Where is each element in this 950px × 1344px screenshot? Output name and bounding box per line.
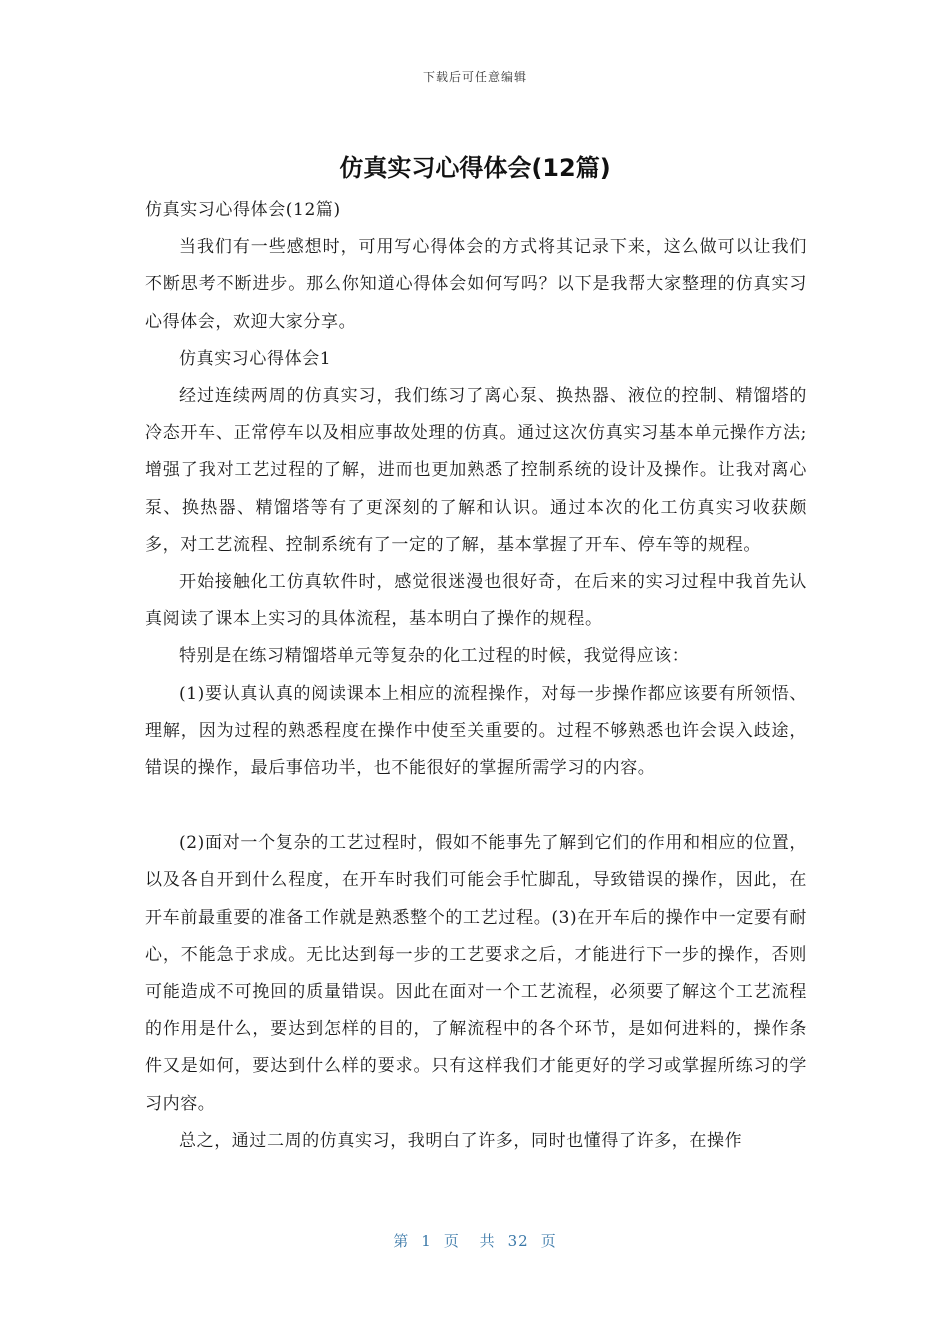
body-paragraph: (2)面对一个复杂的工艺过程时，假如不能事先了解到它们的作用和相应的位置，以及各自开到什么程度，在开车时我们可能会手忙脚乱，导致错误的操作，因此，在开车前最重要的准备工作就是熟悉整个的工艺过程。(3)在开车后的操作中一定要有耐心，不能急于求成。无比达到每一步的工艺要求之后，才能进行下一步的操作，否则可能造成不可挽回的质量错误。因此在面对一个工艺流程，必须要了解这个工艺流程的作用是什么，要达到怎样的目的，了解流程中的各个环节，是如何进料的，操作条件又是如何，要达到什么样的要求。只有这样我们才能更好的学习或掌握所练习的学习内容。 [145,833,807,1114]
page-footer [0,1230,950,1251]
body-paragraph: 开始接触化工仿真软件时，感觉很迷漫也很好奇，在后来的实习过程中我首先认真阅读了课本上实习的具体流程，基本明白了操作的规程。 [145,572,807,630]
body-paragraph: 特别是在练习精馏塔单元等复杂的化工过程的时候，我觉得应该： [179,646,690,667]
header-note: 下载后可任意编辑 [422,70,527,84]
section-heading: 仿真实习心得体会1 [179,348,332,369]
document-title: 仿真实习心得体会(12篇) [339,154,611,182]
page-total: 32 [507,1232,529,1250]
page-current: 1 [421,1232,432,1250]
body-paragraph: 经过连续两周的仿真实习，我们练习了离心泵、换热器、液位的控制、精馏塔的冷态开车、正常停车以及相应事故处理的仿真。通过这次仿真实习基本单元操作方法;增强了我对工艺过程的了解，进而也更加熟悉了控制系统的设计及操作。让我对离心泵、换热器、精馏塔等有了更深刻的了解和认识。通过本次的化工仿真实习收获颇多，对工艺流程、控制系统有了一定的了解，基本掌握了开车、停车等的规程。 [145,386,807,555]
subtitle-paragraph: 仿真实习心得体会(12篇) [145,200,341,220]
body-paragraph: (1)要认真认真的阅读课本上相应的流程操作，对每一步操作都应该要有所领悟、理解，因为过程的熟悉程度在操作中使至关重要的。过程不够熟悉也许会误入歧途，错误的操作，最后事倍功半，也不能很好的掌握所需学习的内容。 [145,683,807,779]
page-middle: 页 共 [443,1232,496,1250]
body-paragraph: 总之，通过二周的仿真实习，我明白了许多，同时也懂得了许多，在操作 [179,1130,743,1151]
document-body [145,192,807,1160]
page-suffix: 页 [540,1232,557,1250]
intro-paragraph: 当我们有一些感想时，可用写心得体会的方式将其记录下来，这么做可以让我们不断思考不断进步。那么你知道心得体会如何写吗？以下是我帮大家整理的仿真实习心得体会，欢迎大家分享。 [145,237,807,332]
page-prefix: 第 [393,1232,410,1250]
